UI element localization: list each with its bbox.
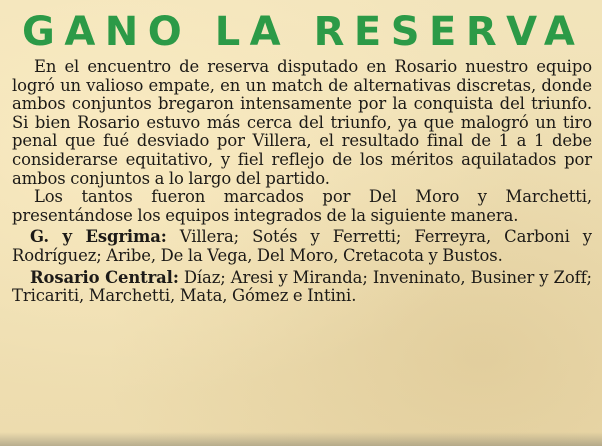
article-paragraph-2: Los tantos fueron marcados por Del Moro y Marchetti, presentándose los equipos integrados de la siguiente manera. bbox=[12, 187, 592, 225]
team-players: Díaz; Aresi y Miranda; Inveninato, Businer y Zoff; Tricariti, Marchetti, Mata, Gómez e Intini. bbox=[12, 267, 592, 306]
article-paragraph-1: En el encuentro de reserva disputado en Rosario nuestro equipo logró un valioso empate, en un match de alternativas discretas, donde ambos conjuntos bregaron intensamente por la conquista del triunfo. Si bien Rosario estuvo más cerca del triunfo, ya que malogró un tiro penal que fué desviado por Villera, el resultado final de 1 a 1 debe considerarse equitativo, y fiel reflejo de los méritos aquilatados por ambos conjuntos a lo largo del partido. bbox=[12, 57, 592, 188]
lineup-gimnasia bbox=[12, 228, 592, 265]
lineup-rosario-central bbox=[12, 269, 592, 306]
headline: GANO LA RESERVA bbox=[22, 9, 585, 55]
paper-fold-shadow bbox=[0, 432, 602, 446]
team-players: Villera; Sotés y Ferretti; Ferreyra, Carboni y Rodríguez; Aribe, De la Vega, Del Moro, Cretacota y Bustos. bbox=[12, 227, 592, 265]
team-name: Rosario Central: bbox=[30, 267, 179, 287]
team-name: G. y Esgrima: bbox=[30, 227, 167, 247]
